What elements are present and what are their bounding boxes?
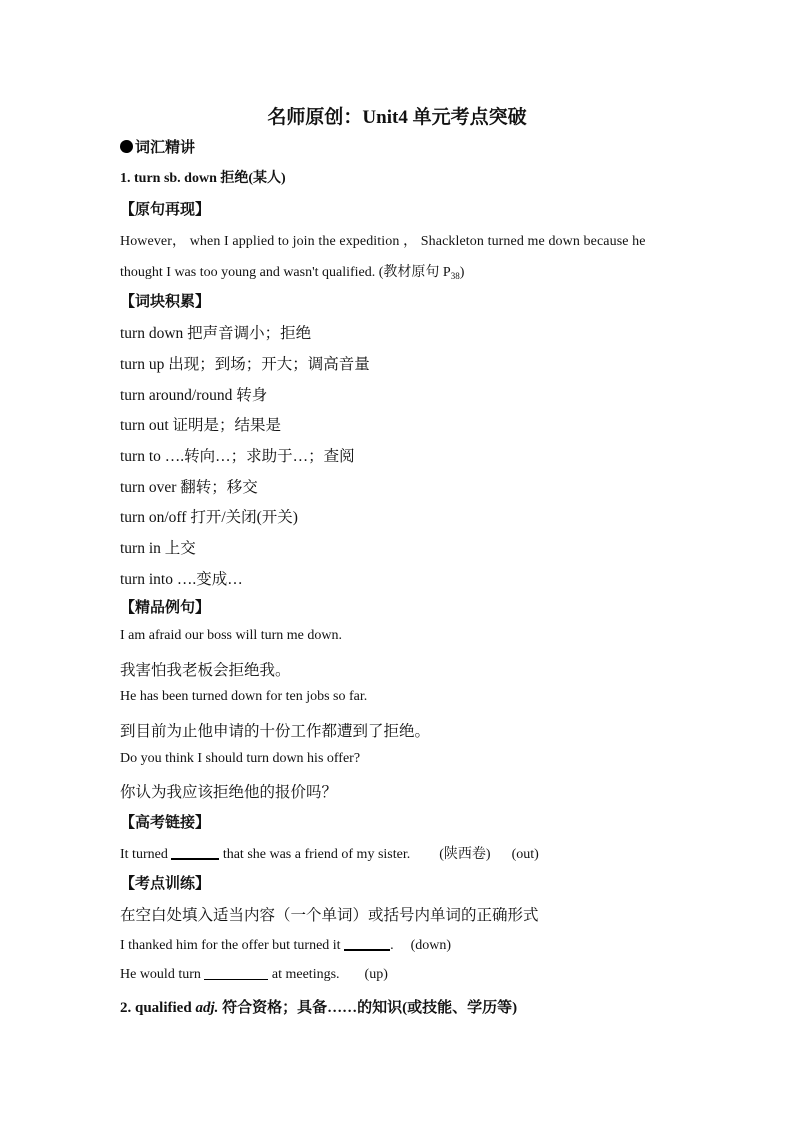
answer-blank[interactable]: [204, 965, 268, 980]
example-en-3: Do you think I should turn down his offer?: [120, 751, 361, 766]
orig-sentence-end: ): [459, 265, 465, 280]
vocab-heading-text: 词汇精讲: [135, 140, 196, 156]
training-q2-end: at meetings.: [271, 967, 340, 982]
example-en-2: He has been turned down for ten jobs so far.: [120, 689, 368, 704]
page-subscript: 38: [450, 271, 460, 281]
training-question-1: [120, 935, 451, 954]
gaokao-question-end: that she was a friend of my sister.: [222, 847, 411, 862]
item2-word: 2. qualified: [120, 1000, 192, 1016]
training-instruction: 在空白处填入适当内容（一个单词）或括号内单词的正确形式: [120, 907, 539, 924]
example-en-1: I am afraid our boss will turn me down.: [120, 628, 343, 643]
example-cn-3: 你认为我应该拒绝他的报价吗？: [120, 784, 338, 801]
phrase-item: turn into ….变成…: [120, 571, 243, 588]
phrases-heading: 【词块积累】: [120, 294, 211, 310]
phrase-item: turn around/round 转身: [120, 387, 268, 404]
examples-heading: 【精品例句】: [120, 600, 211, 616]
answer-blank[interactable]: [344, 935, 390, 951]
phrase-item: turn out 证明是；结果是: [120, 417, 282, 434]
phrase-item: turn up 出现；到场；开大；调高音量: [120, 356, 370, 373]
training-q1-end: .: [390, 938, 394, 953]
orig-sentence-text: thought I was too young and wasn't qualified. (教材原句 P: [120, 265, 451, 280]
gaokao-heading: 【高考链接】: [120, 815, 211, 831]
example-cn-2: 到目前为止他申请的十份工作都遭到了拒绝。: [120, 723, 431, 740]
item2-meaning: 符合资格；具备……的知识(或技能、学历等): [222, 1000, 518, 1016]
gaokao-source: (陕西卷): [439, 847, 491, 862]
vocab-heading: [120, 136, 195, 157]
orig-sentence-line1: However， when I applied to join the expedition ， Shackleton turned me down because he: [120, 234, 646, 249]
item1-heading: 1. turn sb. down 拒绝(某人): [120, 171, 286, 186]
page-title: 名师原创：Unit4 单元考点突破: [267, 107, 527, 128]
phrase-item: turn down 把声音调小；拒绝: [120, 325, 312, 342]
phrase-item: turn to ….转向…；求助于…；查阅: [120, 448, 355, 465]
training-question-2: [120, 965, 388, 983]
orig-heading: 【原句再现】: [120, 202, 211, 218]
training-q1-hint: (down): [410, 938, 452, 953]
item2-heading: [120, 996, 517, 1017]
phrase-item: turn in 上交: [120, 540, 196, 557]
phrase-item: turn over 翻转；移交: [120, 479, 258, 496]
training-heading: 【考点训练】: [120, 876, 211, 892]
gaokao-answer: (out): [511, 847, 539, 862]
training-q2-hint: (up): [364, 967, 388, 982]
phrase-item: turn on/off 打开/关闭(开关): [120, 509, 298, 526]
bullet-dot-icon: [120, 140, 133, 153]
training-q1-text: I thanked him for the offer but turned it: [120, 938, 341, 953]
answer-blank[interactable]: [171, 844, 219, 860]
gaokao-question-start: It turned: [120, 847, 168, 862]
item2-part-of-speech: adj.: [195, 1000, 219, 1016]
orig-sentence-line2: [120, 261, 464, 281]
gaokao-question: [120, 843, 539, 863]
training-q2-text: He would turn: [120, 967, 201, 982]
example-cn-1: 我害怕我老板会拒绝我。: [120, 662, 291, 679]
